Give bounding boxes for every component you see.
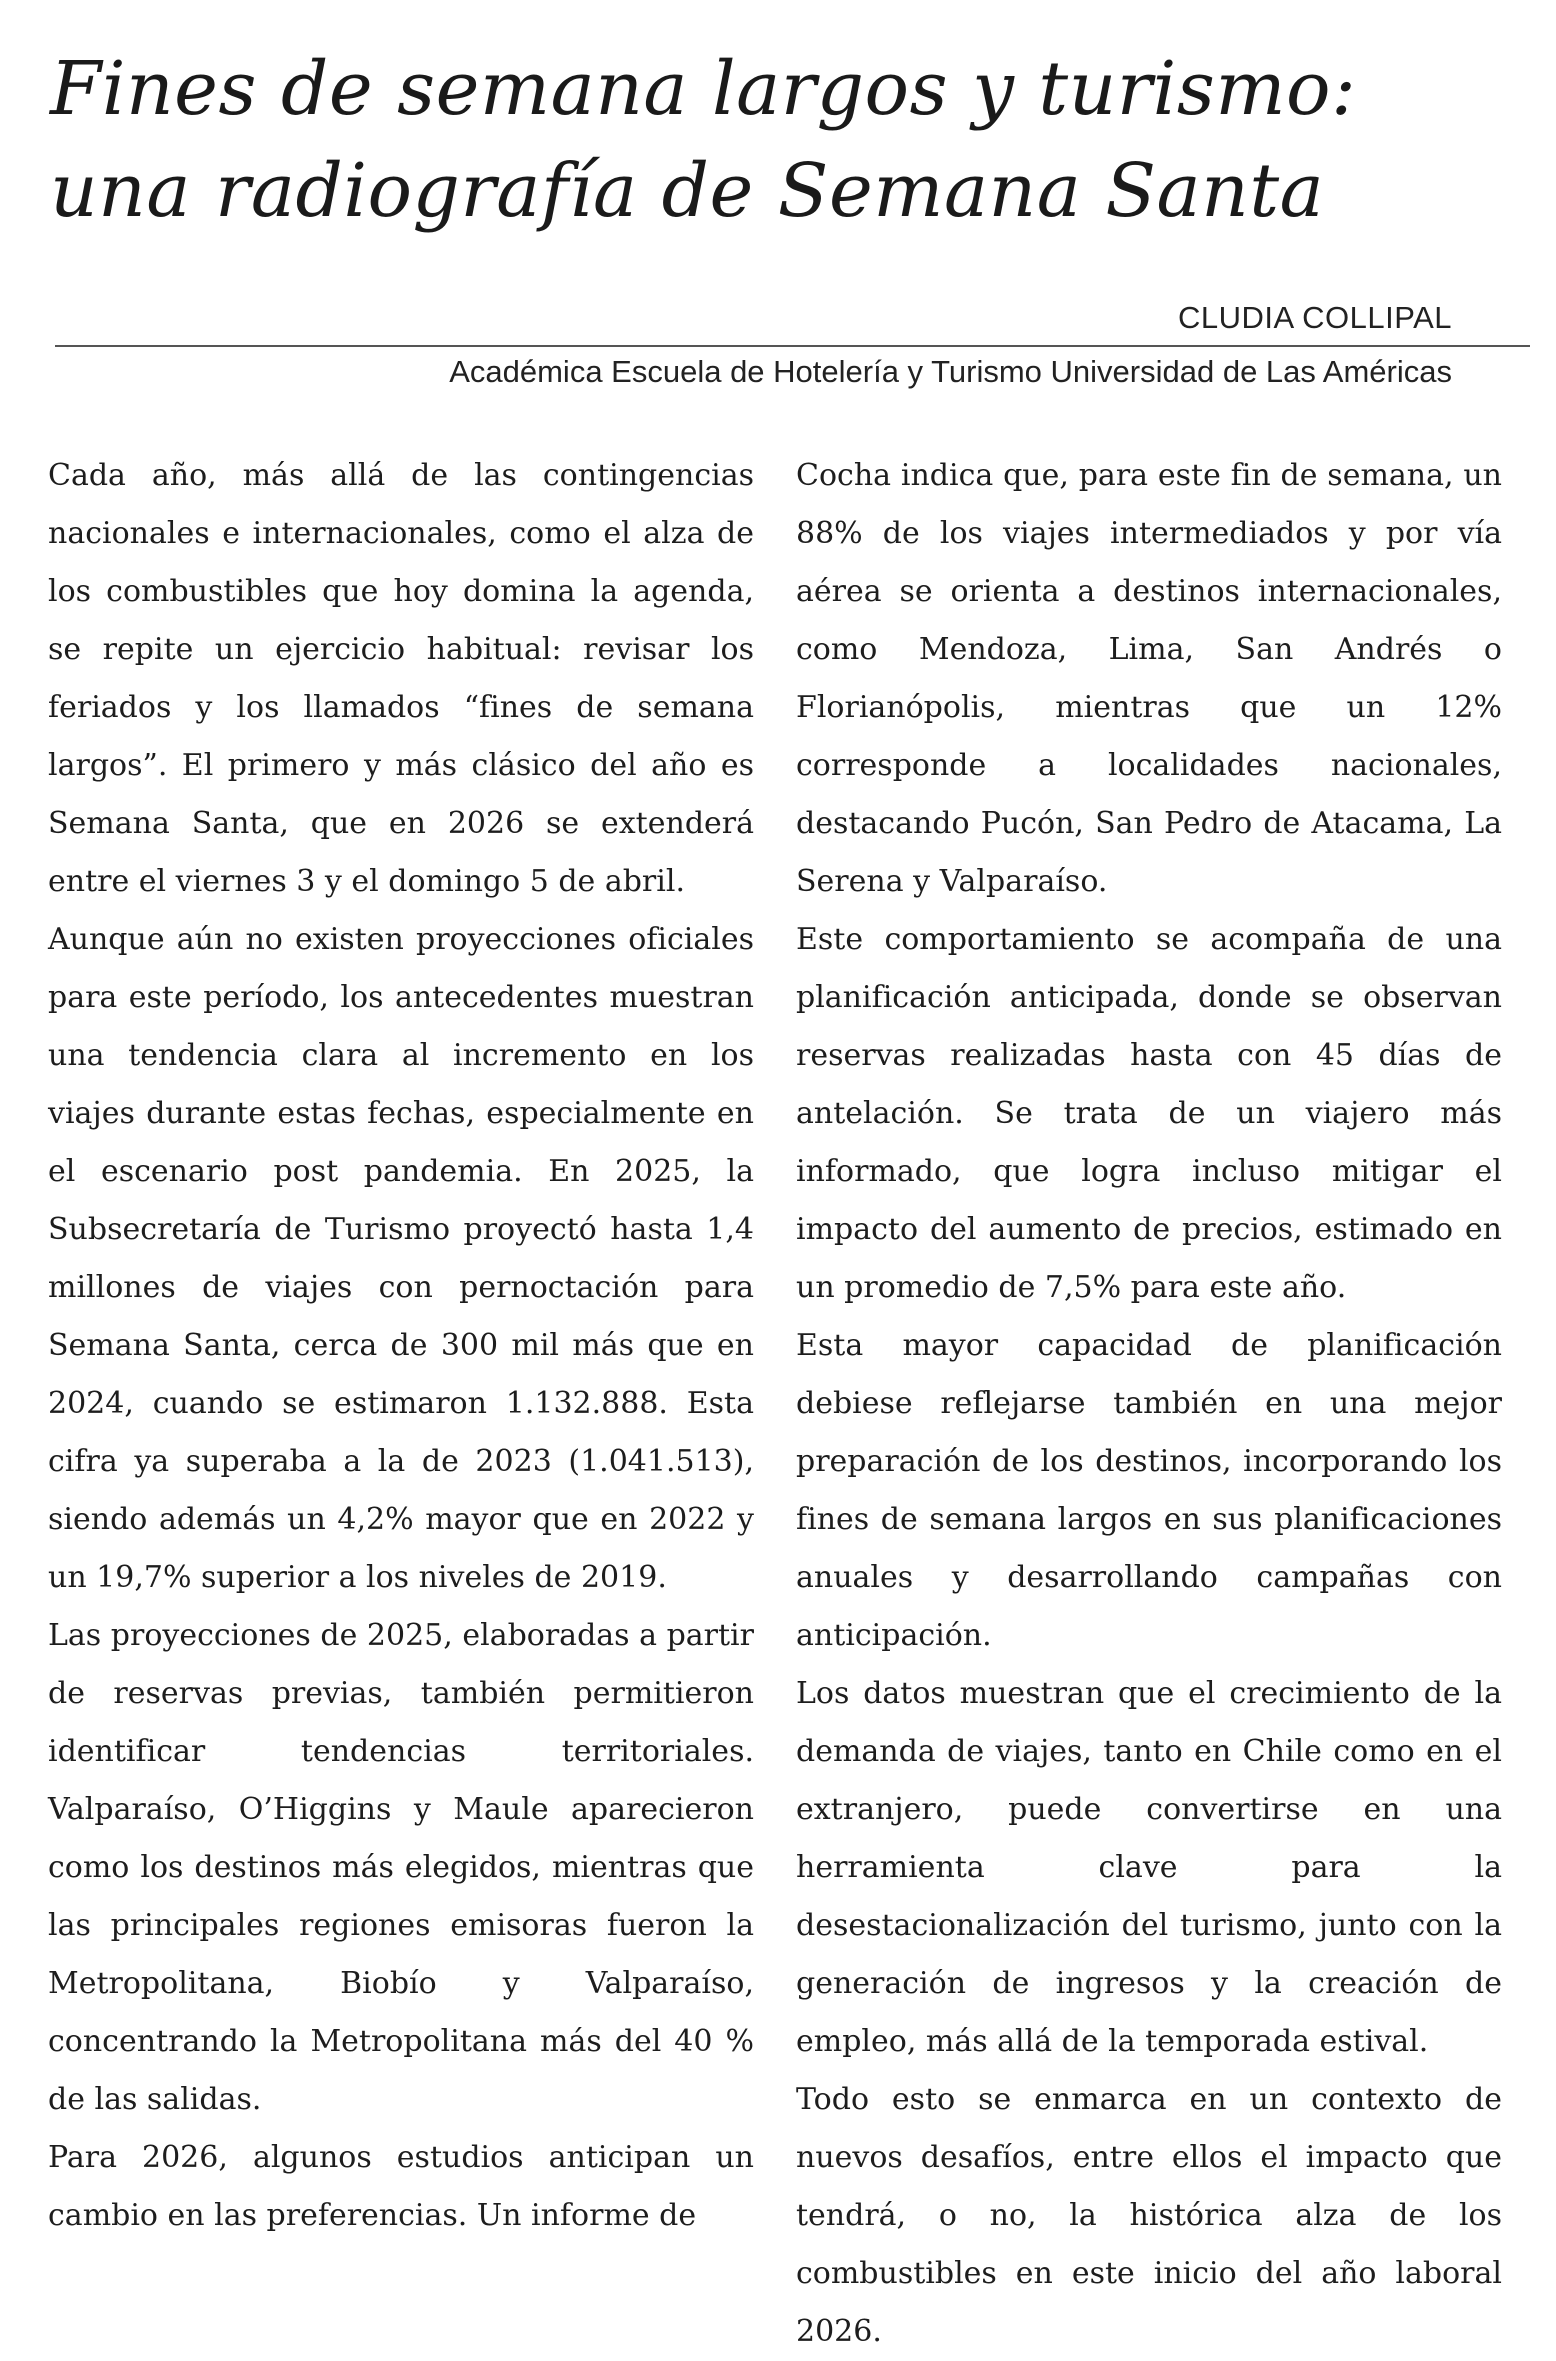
paragraph: Esta mayor capacidad de planificación debiese reflejarse también en una mejor preparación de los destinos, incorporando los fines de semana largos en sus planificaciones anuales y desarrollando campañas con anticipación.	[796, 1328, 1502, 1653]
left-column	[48, 447, 754, 2245]
paragraph: Los datos muestran que el crecimiento de la demanda de viajes, tanto en Chile como en el extranjero, puede convertirse en una herramienta clave para la desestacionalización del turismo, junto con la generación de ingresos y la creación de empleo, más allá de la temporada estival.	[796, 1676, 1502, 2059]
author-affiliation: Académica Escuela de Hotelería y Turismo Universidad de Las Américas	[449, 354, 1452, 389]
paragraph: Cada año, más allá de las contingencias nacionales e internacionales, como el alza de los combustibles que hoy domina la agenda, se repite un ejercicio habitual: revisar los feriados y los llamados “fines de semana largos”. El primero y más clásico del año es Semana Santa, que en 2026 se extenderá entre el viernes 3 y el domingo 5 de abril.	[48, 458, 754, 899]
headline-line-2: una radiografía de Semana Santa	[50, 148, 1325, 234]
paragraph: Aunque aún no existen proyecciones oficiales para este período, los antecedentes muestran una tendencia clara al incremento en los viajes durante estas fechas, especialmente en el escenario post pandemia. En 2025, la Subsecretaría de Turismo proyectó hasta 1,4 millones de viajes con pernoctación para Semana Santa, cerca de 300 mil más que en 2024, cuando se estimaron 1.132.888. Esta cifra ya superaba a la de 2023 (1.041.513), siendo además un 4,2% mayor que en 2022 y un 19,7% superior a los niveles de 2019.	[48, 922, 754, 1595]
paragraph: Cocha indica que, para este fin de semana, un 88% de los viajes intermediados y por vía aérea se orienta a destinos internacionales, como Mendoza, Lima, San Andrés o Florianópolis, mientras que un 12% corresponde a localidades nacionales, destacando Pucón, San Pedro de Atacama, La Serena y Valparaíso.	[796, 458, 1502, 899]
headline-line-1: Fines de semana largos y turismo:	[50, 46, 1357, 132]
article-headline	[50, 38, 1500, 242]
author-name: CLUDIA COLLIPAL	[1178, 300, 1452, 335]
paragraph: Este comportamiento se acompaña de una planificación anticipada, donde se observan reservas realizadas hasta con 45 días de antelación. Se trata de un viajero más informado, que logra incluso mitigar el impacto del aumento de precios, estimado en un promedio de 7,5% para este año.	[796, 922, 1502, 1305]
paragraph: Todo esto se enmarca en un contexto de nuevos desafíos, entre ellos el impacto que tendrá, o no, la histórica alza de los combustibles en este inicio del año laboral 2026.	[796, 2082, 1502, 2349]
byline-divider	[55, 345, 1530, 347]
right-column	[796, 447, 1502, 2361]
paragraph: Para 2026, algunos estudios anticipan un cambio en las preferencias. Un informe de	[48, 2140, 754, 2233]
paragraph: Las proyecciones de 2025, elaboradas a partir de reservas previas, también permitieron identificar tendencias territoriales. Valparaíso, O’Higgins y Maule aparecieron como los destinos más elegidos, mientras que las principales regiones emisoras fueron la Metropolitana, Biobío y Valparaíso, concentrando la Metropolitana más del 40 % de las salidas.	[48, 1618, 754, 2117]
